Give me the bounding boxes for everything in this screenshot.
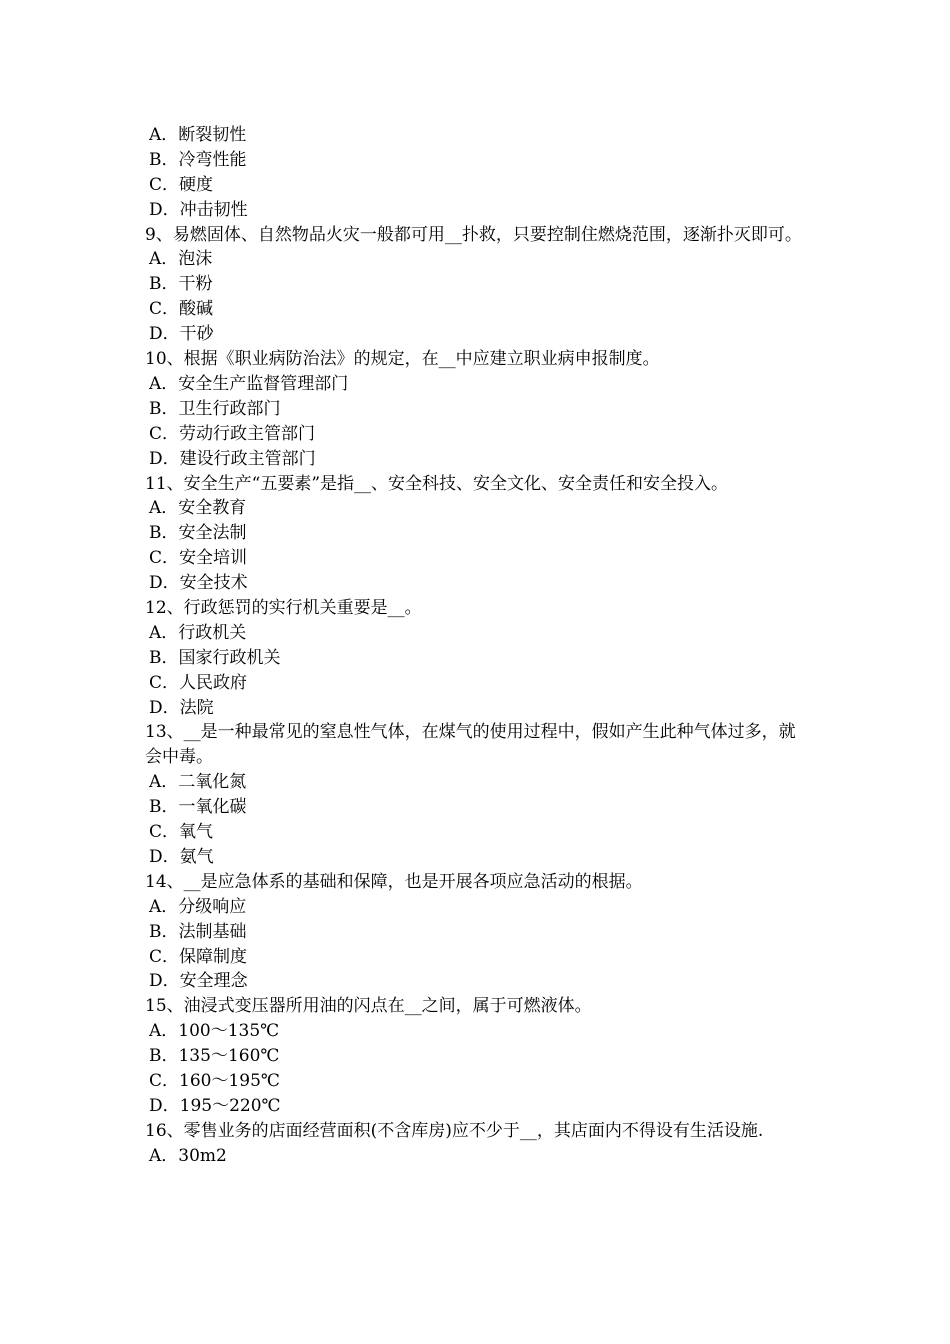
answer-option: C．酸碱 — [149, 299, 214, 320]
question-text: 9、易燃固体、自然物品火灾一般都可用__扑救，只要控制住燃烧范围，逐渐扑灭即可。 — [145, 224, 802, 245]
answer-option: D．安全技术 — [149, 573, 248, 594]
question-text: 11、安全生产“五要素”是指__、安全科技、安全文化、安全责任和安全投入。 — [145, 473, 729, 494]
document-body — [145, 123, 810, 1169]
answer-option: A．100～135℃ — [149, 1021, 280, 1042]
answer-option: C．人民政府 — [149, 672, 248, 693]
answer-option: D．法院 — [149, 697, 214, 718]
answer-option: A．分级响应 — [149, 896, 247, 917]
answer-option: A．30m2 — [149, 1145, 227, 1166]
answer-option: C．160～195℃ — [149, 1070, 280, 1091]
answer-option: B．卫生行政部门 — [149, 398, 281, 419]
answer-option: C．安全培训 — [149, 548, 248, 569]
answer-option: A．行政机关 — [149, 622, 247, 643]
answer-option: B．干粉 — [149, 274, 213, 295]
answer-option: C．保障制度 — [149, 946, 248, 967]
answer-option: B．135～160℃ — [149, 1046, 280, 1067]
answer-option: A．二氧化氮 — [149, 772, 247, 793]
answer-option: B．冷弯性能 — [149, 149, 247, 170]
question-text: 12、行政惩罚的实行机关重要是__。 — [145, 597, 422, 618]
question-text: 14、__是应急体系的基础和保障，也是开展各项应急活动的根据。 — [145, 871, 643, 892]
answer-option: D．195～220℃ — [149, 1095, 281, 1116]
answer-option: A．安全教育 — [149, 498, 247, 519]
answer-option: B．安全法制 — [149, 523, 247, 544]
answer-option: C．氧气 — [149, 822, 214, 843]
answer-option: D．氨气 — [149, 846, 214, 867]
question-text: 10、根据《职业病防治法》的规定，在__中应建立职业病申报制度。 — [145, 349, 660, 370]
question-text: 13、__是一种最常见的窒息性气体，在煤气的使用过程中，假如产生此种气体过多，就会中毒。 — [145, 722, 796, 768]
answer-option: A．安全生产监督管理部门 — [149, 373, 349, 394]
answer-option: D．冲击韧性 — [149, 199, 248, 220]
answer-option: B．法制基础 — [149, 921, 247, 942]
answer-option: D．安全理念 — [149, 971, 248, 992]
answer-option: D．建设行政主管部门 — [149, 448, 316, 469]
question-text: 15、油浸式变压器所用油的闪点在__之间，属于可燃液体。 — [145, 996, 592, 1017]
answer-option: C．劳动行政主管部门 — [149, 423, 316, 444]
answer-option: B．一氧化碳 — [149, 797, 247, 818]
answer-option: A．断裂韧性 — [149, 125, 247, 145]
question-text: 16、零售业务的店面经营面积(不含库房)应不少于__，其店面内不得设有生活设施. — [145, 1120, 764, 1141]
answer-option: A．泡沫 — [149, 249, 213, 270]
answer-option: B．国家行政机关 — [149, 647, 281, 668]
answer-option: D．干砂 — [149, 324, 214, 345]
answer-option: C．硬度 — [149, 174, 214, 195]
